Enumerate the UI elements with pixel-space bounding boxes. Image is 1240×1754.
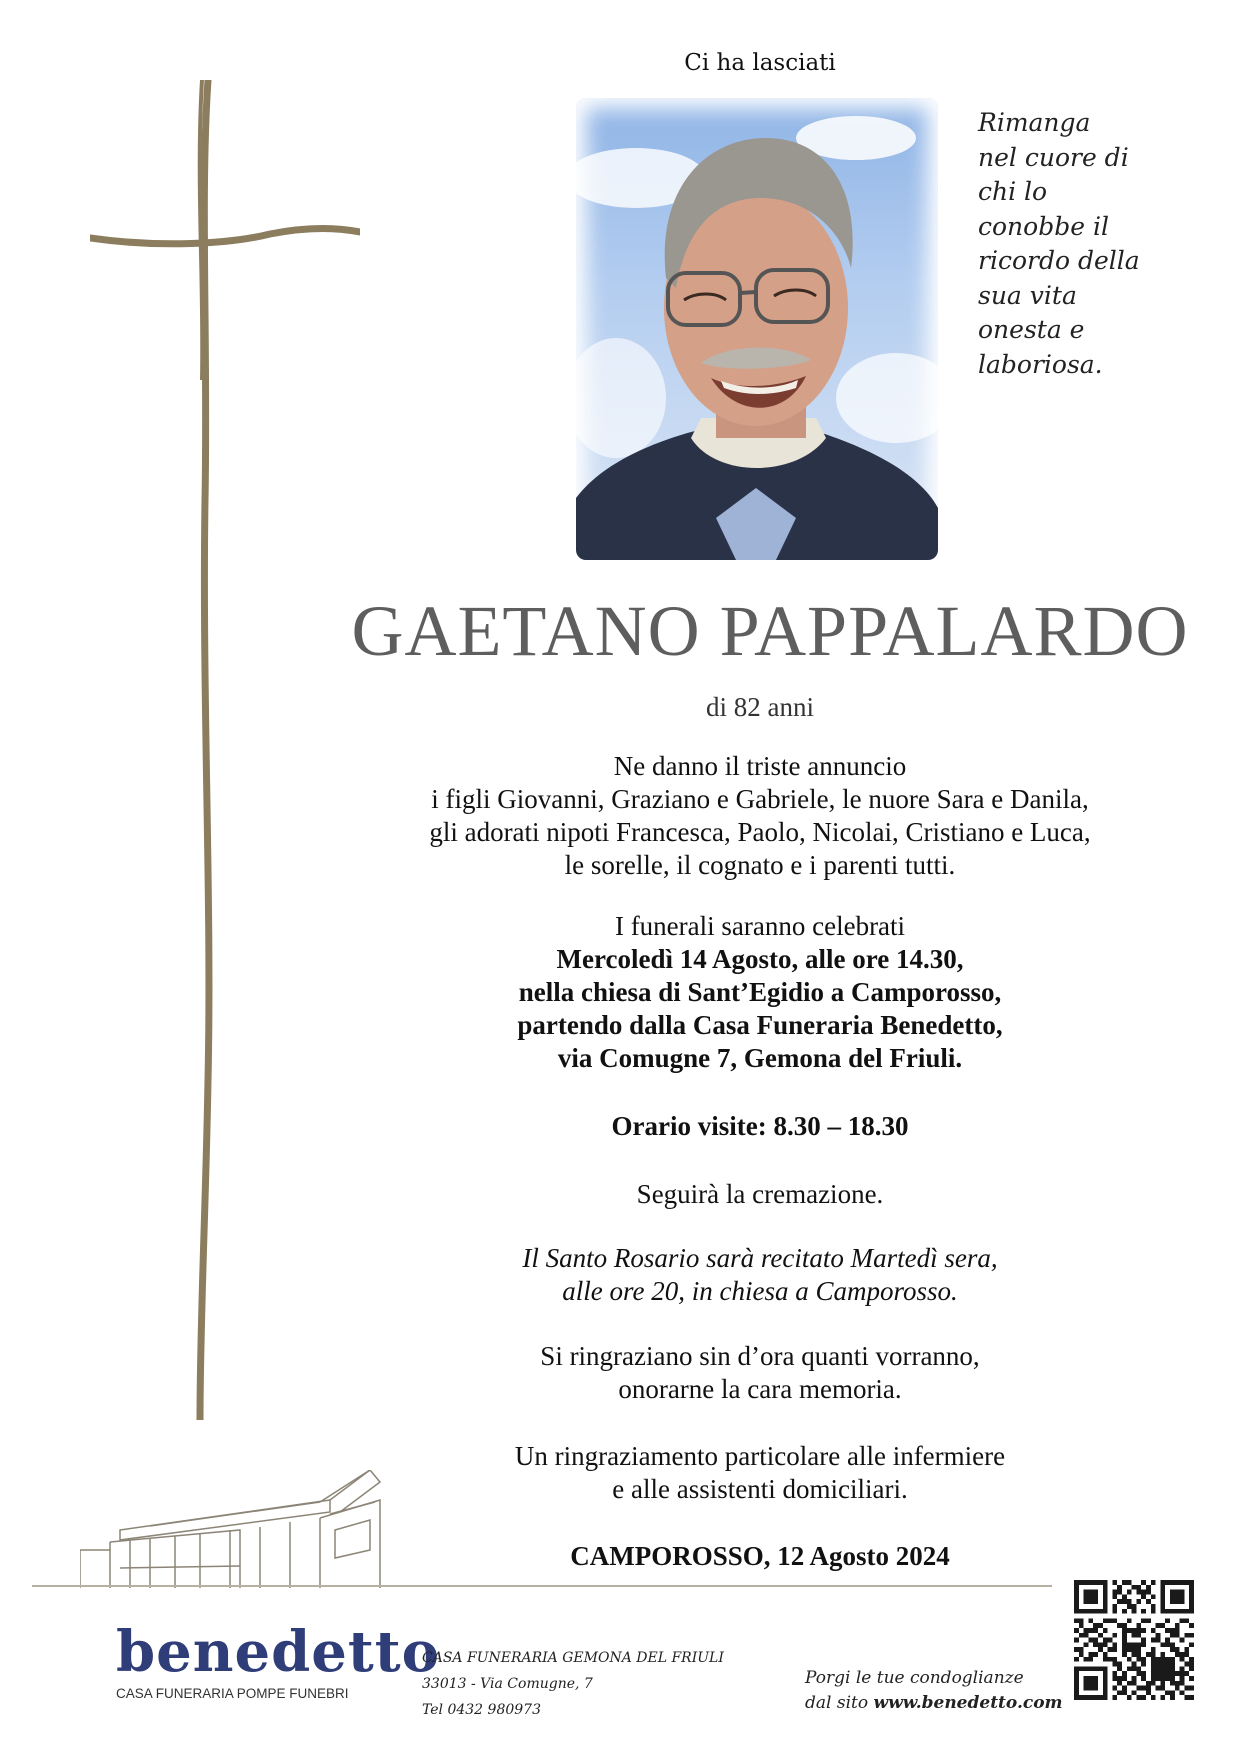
rosary-block [340,1242,1180,1308]
condolences-website-link[interactable]: www.benedetto.com [873,1693,1063,1713]
special-thanks-line: e alle assistenti domiciliari. [612,1474,908,1504]
funeral-detail: nella chiesa di Sant’Egidio a Camporosso, [518,977,1002,1007]
logo-subtitle: CASA FUNERARIA POMPE FUNEBRI [116,1686,349,1701]
portrait-photo [576,98,938,560]
address-line: Tel 0432 980973 [422,1702,541,1718]
thanks-block [340,1340,1180,1406]
rosary-line: alle ore 20, in chiesa a Camporosso. [562,1276,958,1306]
quote-line: Rimanga [978,108,1091,137]
address-line: 33013 - Via Comugne, 7 [422,1676,593,1692]
thanks-line: onorarne la cara memoria. [618,1374,902,1404]
visiting-hours: Orario visite: 8.30 – 18.30 [611,1111,909,1141]
intro-text: Ci ha lasciati [684,50,836,76]
quote-line: ricordo della [978,246,1140,275]
funeral-detail: Mercoledì 14 Agosto, alle ore 14.30, [556,944,964,974]
benedetto-logo: benedetto [116,1619,440,1685]
qr-code-icon[interactable] [1074,1580,1194,1700]
funeral-home-building-icon [80,1470,410,1588]
funeral-detail: partendo dalla Casa Funeraria Benedetto, [517,1010,1003,1040]
quote-line: onesta e [978,315,1085,344]
cremation-note: Seguirà la cremazione. [636,1179,884,1209]
quote-line: sua vita [978,280,1077,310]
funeral-intro: I funerali saranno celebrati [614,911,906,941]
deceased-name: GAETANO PAPPALARDO [351,591,1189,671]
rosary-line: Il Santo Rosario sarà recitato Martedì sera, [522,1243,998,1273]
special-thanks-line: Un ringraziamento particolare alle infermiere [514,1441,1006,1471]
funeral-home-address [422,1645,742,1723]
quote-line: laboriosa. [978,349,1103,379]
thanks-line: Si ringraziano sin d’ora quanti vorranno, [540,1341,980,1371]
cross-icon [90,80,360,1420]
funeral-block [340,910,1180,1075]
place-date: CAMPOROSSO, 12 Agosto 2024 [570,1541,950,1571]
announcement-line: i figli Giovanni, Graziano e Gabriele, le nuore Sara e Danila, [431,784,1089,814]
footer-divider [32,1585,1052,1587]
quote-line: conobbe il [978,211,1109,241]
quote-line: nel cuore di [978,142,1129,172]
condolences-line [805,1691,1085,1716]
condolences-note [805,1666,1085,1716]
address-line: CASA FUNERARIA GEMONA DEL FRIULI [422,1650,724,1666]
memorial-quote [978,106,1178,382]
portrait-illustration [576,98,938,560]
funeral-detail: via Comugne 7, Gemona del Friuli. [557,1043,963,1073]
condolences-line: Porgi le tue condoglianze [805,1668,1024,1688]
special-thanks-block [340,1440,1180,1506]
quote-line: chi lo [978,177,1048,206]
announcement-line: le sorelle, il cognato e i parenti tutti. [564,850,956,880]
announcement-line: gli adorati nipoti Francesca, Paolo, Nicolai, Cristiano e Luca, [429,817,1091,847]
deceased-age: di 82 anni [706,692,814,722]
announcement-line: Ne danno il triste annuncio [613,751,907,781]
condolences-prefix: dal sito [805,1693,874,1713]
announcement-block [340,750,1180,882]
